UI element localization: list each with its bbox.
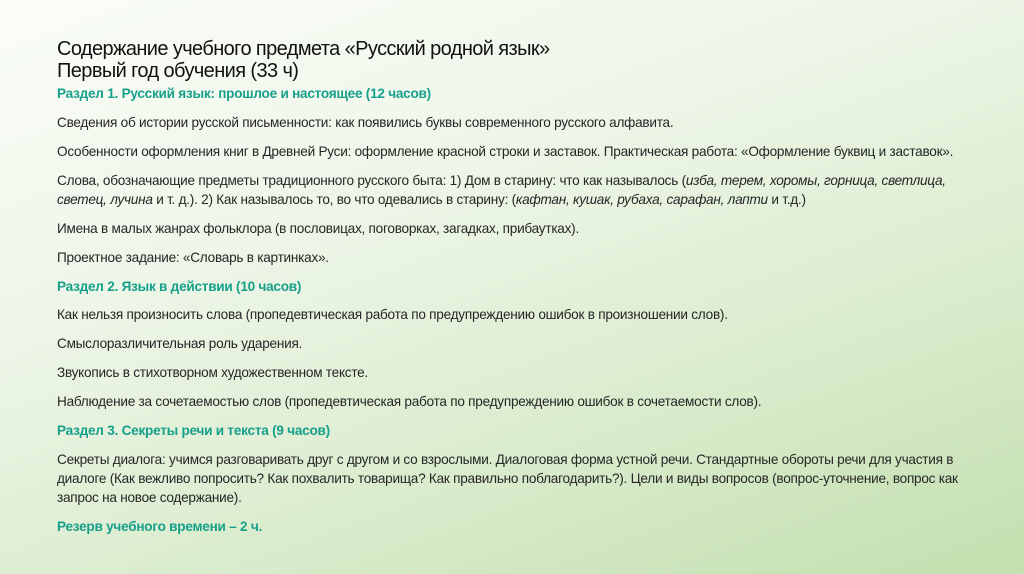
italic-text: изба, терем, хоромы, горница, светлица, светец, лучина <box>57 172 946 207</box>
slide-content <box>57 85 997 547</box>
paragraph <box>57 172 997 209</box>
paragraph: Особенности оформления книг в Древней Руси: оформление красной строки и заставок. Практическая работа: «Оформление буквиц и заставок». <box>57 143 954 159</box>
section-3-heading: Раздел 3. Секреты речи и текста (9 часов) <box>57 423 330 439</box>
title-line-1: Содержание учебного предмета «Русский родной язык» <box>57 38 550 60</box>
paragraph: Смыслоразличительная роль ударения. <box>57 336 303 352</box>
text: и т.д.) <box>767 191 806 207</box>
slide-title <box>57 38 550 82</box>
text: и т. д.). 2) Как называлось то, во что одевались в старину: ( <box>152 191 516 207</box>
paragraph: Как нельзя произносить слова (пропедевтическая работа по предупреждению ошибок в произношении слов). <box>57 307 728 323</box>
italic-text: кафтан, кушак, рубаха, сарафан, лапти <box>515 191 768 207</box>
reserve-heading: Резерв учебного времени – 2 ч. <box>57 518 263 534</box>
paragraph: Наблюдение за сочетаемостью слов (пропедевтическая работа по предупреждению ошибок в сочетаемости слов). <box>57 394 762 410</box>
paragraph: Сведения об истории русской письменности: как появились буквы современного русского алфавита. <box>57 114 674 130</box>
paragraph: Секреты диалога: учимся разговаривать друг с другом и со взрослыми. Диалоговая форма устной речи. Стандартные обороты речи для участия в диалоге (Как вежливо попросить? Как похвалить товарища? Как правильно поблагодарить?). Цели и виды вопросов (вопрос-уточнение, вопрос как запрос на новое содержание). <box>57 452 958 505</box>
section-2-heading: Раздел 2. Язык в действии (10 часов) <box>57 278 302 294</box>
section-1-heading: Раздел 1. Русский язык: прошлое и настоящее (12 часов) <box>57 86 431 101</box>
paragraph: Звукопись в стихотворном художественном тексте. <box>57 365 369 381</box>
paragraph: Имена в малых жанрах фольклора (в пословицах, поговорках, загадках, прибаутках). <box>57 220 579 236</box>
paragraph: Проектное задание: «Словарь в картинках». <box>57 249 329 265</box>
title-line-2: Первый год обучения (33 ч) <box>57 60 299 82</box>
text: Слова, обозначающие предметы традиционного русского быта: 1) Дом в старину: что как называлось ( <box>57 172 686 188</box>
